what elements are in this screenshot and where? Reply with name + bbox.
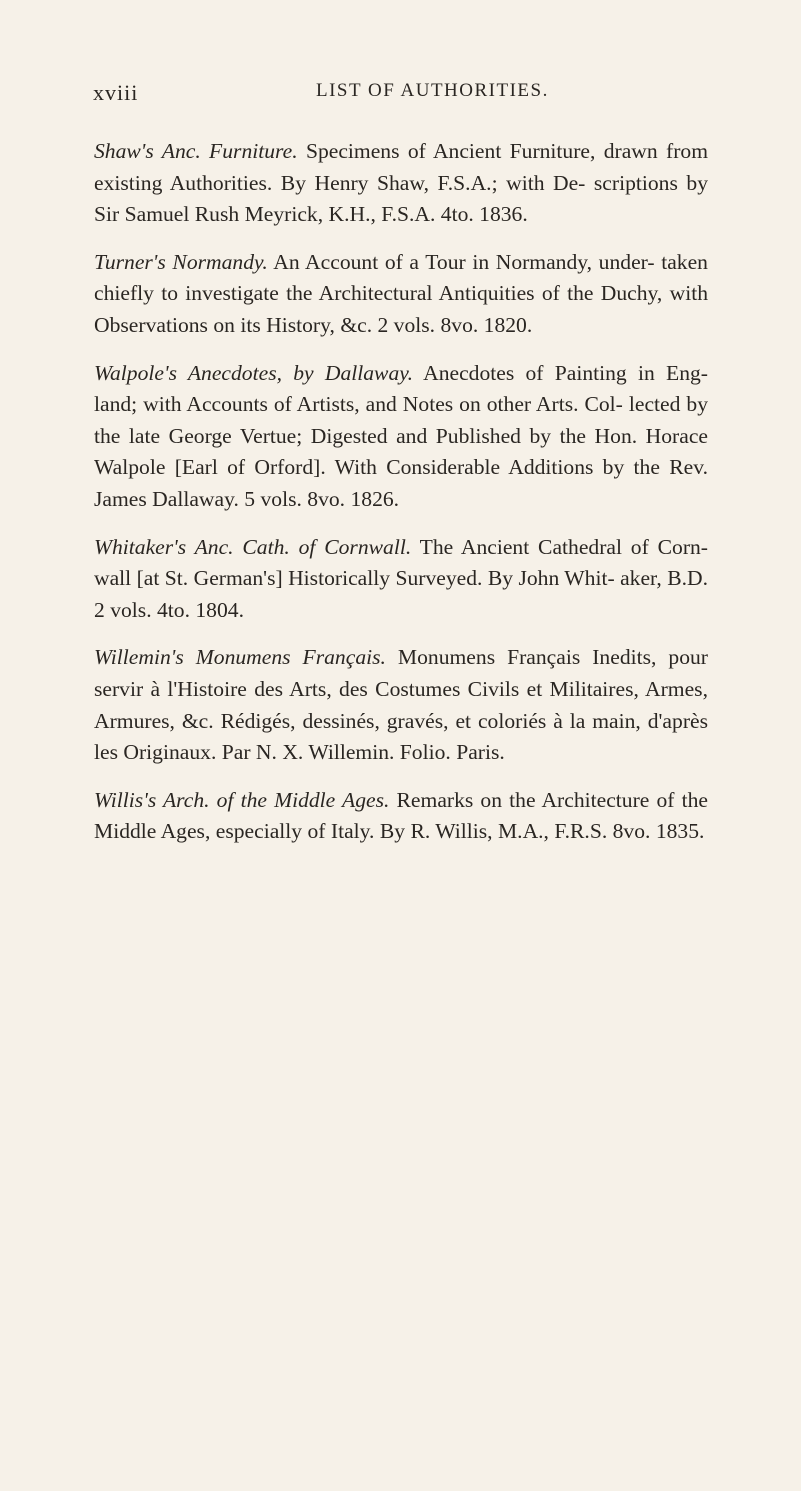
authority-entry-whitaker (94, 532, 708, 627)
authority-entry-willis (94, 785, 708, 848)
entry-text: Monumens Français Inedits, pour servir à l'Histoire des Arts, des Costumes Civils et Militaires, Armes, Armures, &c. Rédigés, dessinés, gravés, et coloriés à la main, d'après les Originaux. Par N. X. Willemin. Folio. Paris. (94, 645, 708, 765)
entry-text: An Account of a Tour in Normandy, under- taken chiefly to investigate the Architectural Antiquities of the Duchy, with Observations on its History, &c. 2 vols. 8vo. 1820. (94, 249, 708, 337)
entry-title: Willis's Arch. of the Middle Ages. (94, 787, 390, 812)
authority-entry-walpole (94, 358, 708, 516)
entry-title: Shaw's Anc. Furniture. (94, 139, 298, 163)
entry-title: Walpole's Anecdotes, by Dallaway. (94, 360, 414, 385)
authority-entry-willemin (94, 642, 708, 768)
entry-text: Anecdotes of Painting in Eng- land; with Accounts of Artists, and Notes on other Arts. Col- lected by the late George Vertue; Digested and Published by the Hon. Horace Walpole [Earl of Orford]. With Considerable Additions by the Rev. James Dallaway. 5 vols. 8vo. 1826. (94, 360, 708, 511)
running-title: LIST OF AUTHORITIES. (316, 80, 549, 101)
running-head (93, 80, 713, 116)
entry-title: Willemin's Monumens Français. (94, 645, 386, 670)
authority-entry-turner (94, 247, 708, 342)
authorities-list (94, 136, 708, 864)
authority-entry-shaw (94, 136, 708, 231)
entry-title: Whitaker's Anc. Cath. of Cornwall. (94, 534, 412, 559)
page-number: xviii (93, 80, 139, 105)
entry-text: The Ancient Cathedral of Corn- wall [at St. German's] Historically Surveyed. By John Whit- aker, B.D. 2 vols. 4to. 1804. (94, 534, 708, 622)
entry-title: Turner's Normandy. (94, 249, 268, 274)
entry-text: Specimens of Ancient Furniture, drawn from existing Authorities. By Henry Shaw, F.S.A.; with De- scriptions by Sir Samuel Rush Meyrick, K.H., F.S.A. 4to. 1836. (94, 139, 708, 227)
entry-text: Remarks on the Architecture of the Middle Ages, especially of Italy. By R. Willis, M.A., F.R.S. 8vo. 1835. (94, 787, 709, 844)
